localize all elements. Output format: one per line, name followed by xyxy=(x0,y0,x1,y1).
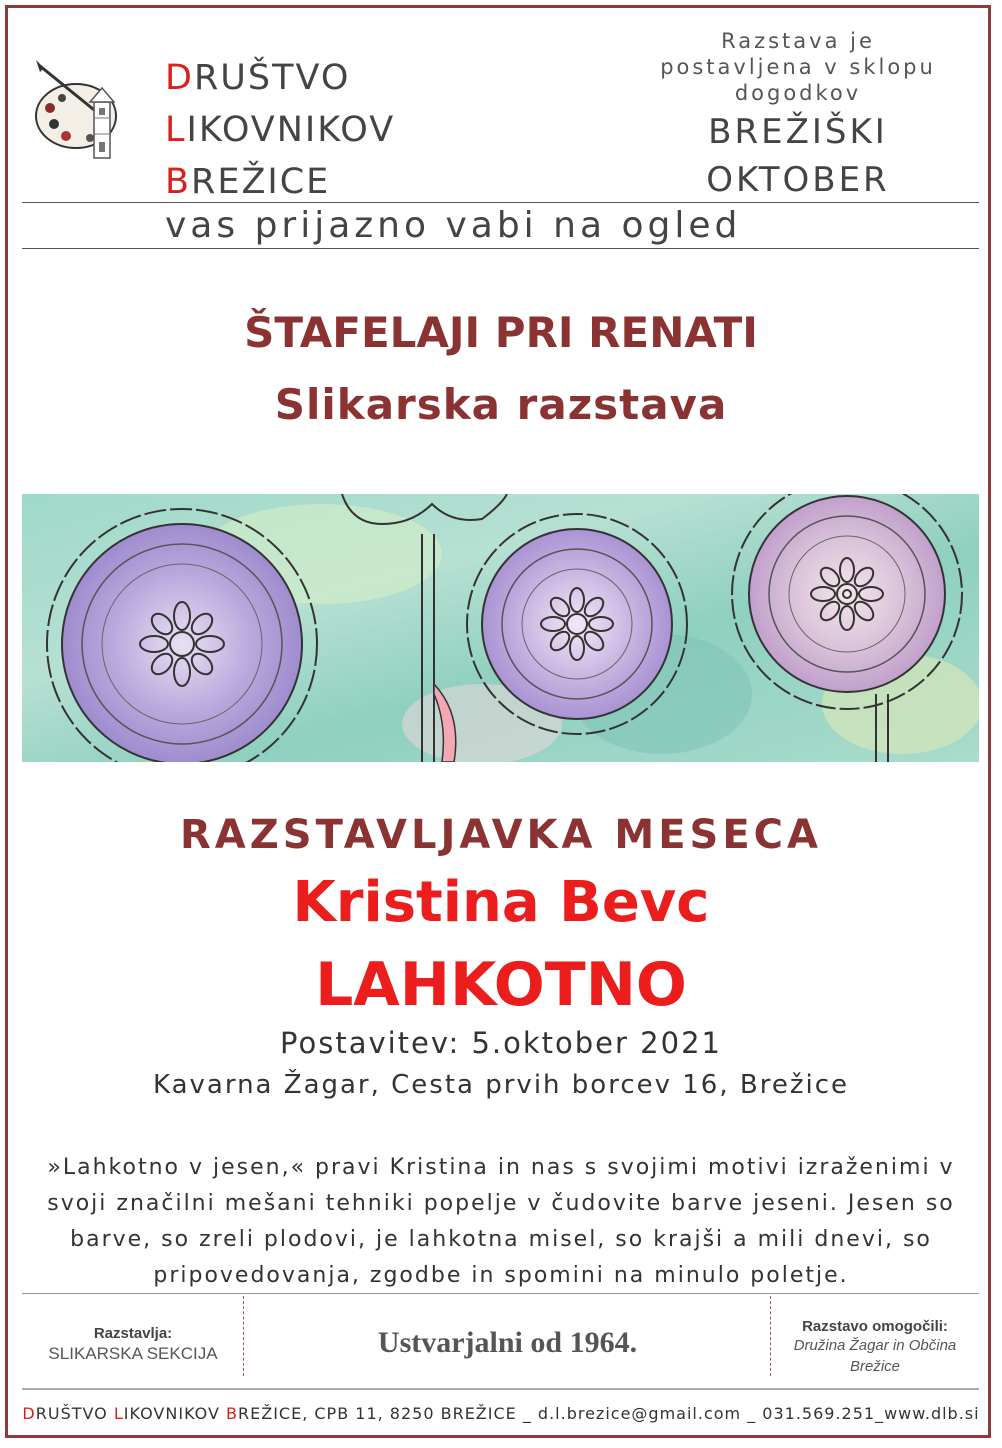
sponsors-label: Razstavo omogočili: xyxy=(802,1318,948,1335)
organization-name xyxy=(165,52,395,208)
sponsors-box xyxy=(772,1318,978,1377)
org-line-1: DRUŠTVO xyxy=(165,58,351,98)
event-name-2: OKTOBER xyxy=(706,160,890,200)
painting-image xyxy=(22,494,979,762)
org-line-2: LIKOVNIKOV xyxy=(165,110,396,150)
sponsors-line-1: Družina Žagar in Občina xyxy=(793,1337,957,1354)
event-intro-3: dogodkov xyxy=(734,81,862,105)
section-heading: RAZSTAVLJAVKA MESECA xyxy=(180,812,822,858)
opening-date: Postavitev: 5.oktober 2021 xyxy=(280,1026,722,1060)
contact-details: , CPB 11, 8250 BREŽICE _ d.l.brezice@gmail.com _ 031.569.251_www.dlb.si xyxy=(302,1404,980,1423)
header-divider-top xyxy=(22,202,979,203)
contact-line: DRUŠTVO LIKOVNIKOV BREŽICE, CPB 11, 8250 BREŽICE _ d.l.brezice@gmail.com _ 031.569.251_www.dlb.si xyxy=(22,1404,980,1423)
venue: Kavarna Žagar, Cesta prvih borcev 16, Brežice xyxy=(153,1070,849,1100)
exhibitor-label: Razstavlja: xyxy=(93,1325,173,1342)
artist-name: Kristina Bevc xyxy=(292,870,710,935)
event-intro-1: Razstava je xyxy=(721,29,875,53)
palette-logo-icon xyxy=(32,58,128,162)
footer-divider-bottom xyxy=(22,1388,979,1390)
description: »Lahkotno v jesen,« pravi Kristina in nas s svojimi motivi izraženimi v svoji značilni mešani tehniki popelje v čudovite barve jeseni. Jesen so barve, so zreli plodovi, je lahkotna misel, so krajši a mili dnevi, so pripovedovanja, zgodbe in spomini na minulo poletje. xyxy=(47,1155,955,1288)
sponsors-line-2: Brežice xyxy=(849,1358,901,1375)
exhibitor-box xyxy=(22,1325,244,1364)
invite-text: vas prijazno vabi na ogled xyxy=(165,205,742,246)
event-block xyxy=(630,28,966,204)
work-title: LAHKOTNO xyxy=(315,950,687,1020)
exhibitor-value: SLIKARSKA SEKCIJA xyxy=(48,1344,218,1363)
org-line-3: BREŽICE xyxy=(165,162,331,202)
event-name-1: BREŽIŠKI xyxy=(708,112,888,152)
exhibition-subtitle: Slikarska razstava xyxy=(274,380,728,429)
header-divider-bottom xyxy=(22,248,979,249)
event-intro-2: postavljena v sklopu xyxy=(660,55,936,79)
footer-divider-top xyxy=(22,1293,979,1294)
exhibition-title: ŠTAFELAJI PRI RENATI xyxy=(244,308,758,357)
since-text: Ustvarjalni od 1964. xyxy=(377,1326,638,1359)
footer-separator-right xyxy=(770,1296,771,1376)
